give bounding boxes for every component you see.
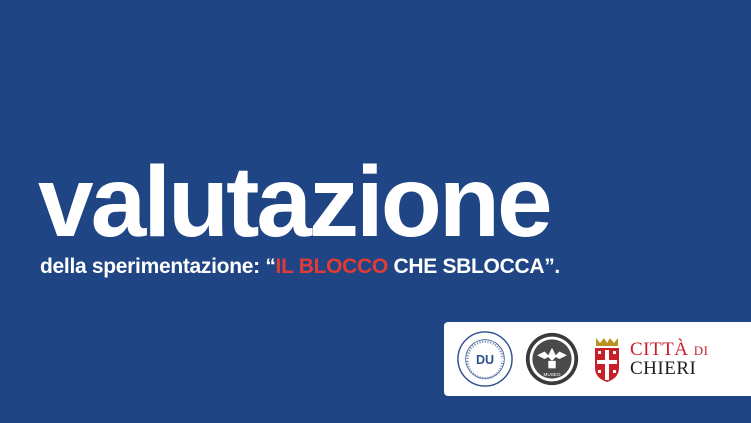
seal-ring-text: MUSEO (543, 371, 561, 377)
seal-logo (524, 330, 580, 388)
city-word: CITTÀ (630, 339, 689, 360)
city-chieri: CHIERI (630, 358, 697, 379)
partner-logos-panel (444, 322, 751, 396)
city-coat-of-arms (592, 334, 622, 384)
subtitle-prefix: della sperimentazione: “ (40, 255, 276, 278)
subtitle-highlight: IL BLOCCO (275, 255, 388, 278)
subtitle-suffix: CHE SBLOCCA”. (387, 255, 560, 278)
association-logo (456, 330, 514, 388)
association-monogram: DU (475, 352, 495, 367)
city-di: DI (693, 343, 709, 358)
city-name (630, 340, 708, 378)
headline: valutazione (38, 146, 550, 258)
subtitle (40, 255, 560, 279)
